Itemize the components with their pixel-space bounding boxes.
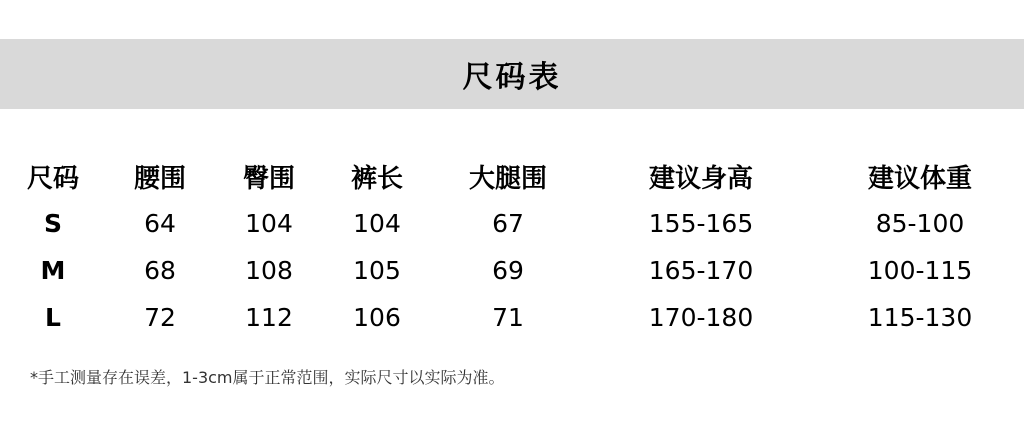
waist-value: 68 xyxy=(144,256,176,285)
suggested-height-value: 170-180 xyxy=(648,303,754,332)
measurement-disclaimer: *手工测量存在误差，1-3cm属于正常范围，实际尺寸以实际为准。 xyxy=(30,368,505,387)
suggested-height-value: 165-170 xyxy=(648,256,754,285)
page-title: 尺码表 xyxy=(462,60,562,95)
header-suggested-height: 建议身高 xyxy=(648,164,753,194)
suggested-weight-value: 85-100 xyxy=(875,209,965,238)
waist-value: 72 xyxy=(144,303,176,332)
header-thigh: 大腿围 xyxy=(468,164,547,194)
suggested-weight-value: 115-130 xyxy=(867,303,973,332)
suggested-height-value: 155-165 xyxy=(648,209,754,238)
hip-value: 104 xyxy=(245,209,293,238)
header-waist: 腰围 xyxy=(133,164,186,194)
table-row-l xyxy=(0,294,1024,341)
waist-value: 64 xyxy=(144,209,176,238)
hip-value: 108 xyxy=(245,256,293,285)
header-pants-length: 裤长 xyxy=(350,164,403,194)
size-chart-banner xyxy=(0,39,1024,109)
thigh-value: 69 xyxy=(492,256,524,285)
pants-length-value: 106 xyxy=(353,303,401,332)
header-size: 尺码 xyxy=(26,164,79,194)
suggested-weight-value: 100-115 xyxy=(867,256,973,285)
size-value: L xyxy=(45,303,61,332)
thigh-value: 67 xyxy=(492,209,524,238)
thigh-value: 71 xyxy=(492,303,524,332)
size-table xyxy=(0,153,1024,341)
pants-length-value: 104 xyxy=(353,209,401,238)
header-suggested-weight: 建议体重 xyxy=(867,164,972,194)
table-row-s xyxy=(0,200,1024,247)
table-row-m xyxy=(0,247,1024,294)
pants-length-value: 105 xyxy=(353,256,401,285)
hip-value: 112 xyxy=(245,303,293,332)
header-hip: 臀围 xyxy=(242,164,295,194)
size-value: S xyxy=(43,209,62,238)
table-header-row xyxy=(0,153,1024,200)
size-value: M xyxy=(40,256,66,285)
